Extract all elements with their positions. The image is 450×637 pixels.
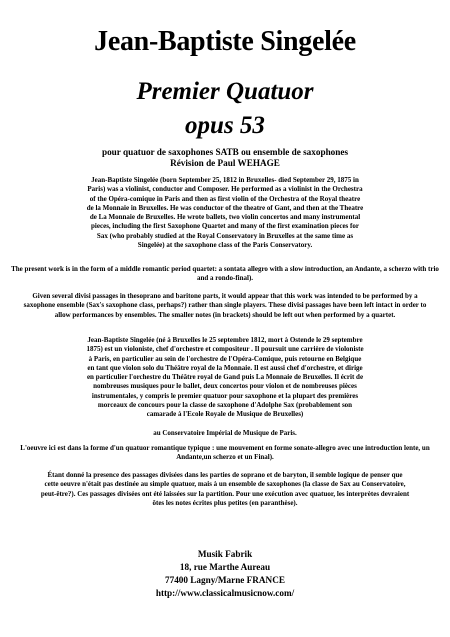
form-note-english: The present work is in the form of a middle romantic period quartet: a sontata allegro with a slow introduction, an Andante, a scherzo with trio and a rondo-final). [11,265,439,283]
composer-name: Jean-Baptiste Singelée [94,26,356,57]
opus-number: opus 53 [185,112,265,139]
publisher-street: 18, rue Marthe Aureau [179,562,271,572]
publisher-city: 77400 Lagny/Marne FRANCE [165,575,285,585]
biography-french-end: au Conservatoire Impérial de Musique de Paris. [153,429,297,437]
publisher-url: http://www.classicalmusicnow.com/ [155,588,295,598]
divisi-note-english: Given several divisi passages in thesoprano and baritone parts, it would appear that this work was intended to be performed by a saxophone ensemble (Sax's saxophone class, perhaps?) rather than single players. These divisi passages have been left intact in order to allow performances by ensembles. The smaller notes (in brackets) should be left out when performed by a quartet. [23,292,427,319]
instrumentation-line: pour quatuor de saxophones SATB ou ensemble de saxophones [101,147,349,157]
biography-english: Jean-Baptiste Singelée (born September 25, 1812 in Bruxelles- died September 29, 1875 in Paris) was a violinist, conductor and Composer. He performed as a violinist in the Orchestra of the Opéra-comique in Paris and then as first violin of the Orchestra of the Royal theatre de la Monnaie in Bruxelles. He was conductor of the theatre of Gant, and then at the Theatre de La Monnaie de Bruxelles. He wrote ballets, two violin concertos and many instrumental pieces, including the first Saxophone Quartet and many of the first examination pieces for Sax (who probably studied at the Royal Conservatory in Bruxelles at the same time as Singelée) at the saxophone class of the Paris Conservatory. [86,176,364,250]
publisher-name: Musik Fabrik [197,549,253,559]
revision-credit: Révision de Paul WEHAGE [170,158,280,168]
biography-french: Jean-Baptiste Singelée (né à Bruxelles le 25 septembre 1812, mort à Ostende le 29 septembre 1875) est un violoniste, chef d'orchestre et compositeur . Il poursuit une carrière de violoniste à Paris, en particulier au sein de l'orchestre de l'Opéra-Comique, puis retourne en Belgique en tant que violon solo du Théâtre royal de la Monnaie. Il est aussi chef d'orchestre, et dirige en particulier l'orchestre du Théâtre royal de Gand puis La Monnaie de Bruxelles. Il écrit de nombreuses musiques pour le ballet, deux concertos pour violon et de nombreuses pièces instrumentales, y compris le premier quatuor pour saxophone et la plupart des premières morceaux de concours pour la classe de saxophone d'Adolphe Sax (probablement son camarade à l'Ecole Royale de Musique de Bruxelles) [86,336,364,419]
divisi-note-french: Étant donné la presence des passages divisées dans les parties de soprano et de baryton, il semble logique de penser que cette oeuvre n'était pas destinée au simple quatuor, mais à un ensemble de saxophones (la classe de Sax au Conservatoire, peut-être?). Ces passages divisées ont été laissées sur la partition. Pour une exécution avec quatuor, les interprètes devraient ôtes les notes écrites plus petites (en paranthèse). [40,471,410,507]
work-title: Premier Quatuor [136,78,314,105]
form-note-french: L'oeuvre ici est dans la forme d'un quatuor romantique typique : une mouvement en forme sonate-allegro avec une introduction lente, un Andante,un scherzo et un Final). [20,444,430,462]
